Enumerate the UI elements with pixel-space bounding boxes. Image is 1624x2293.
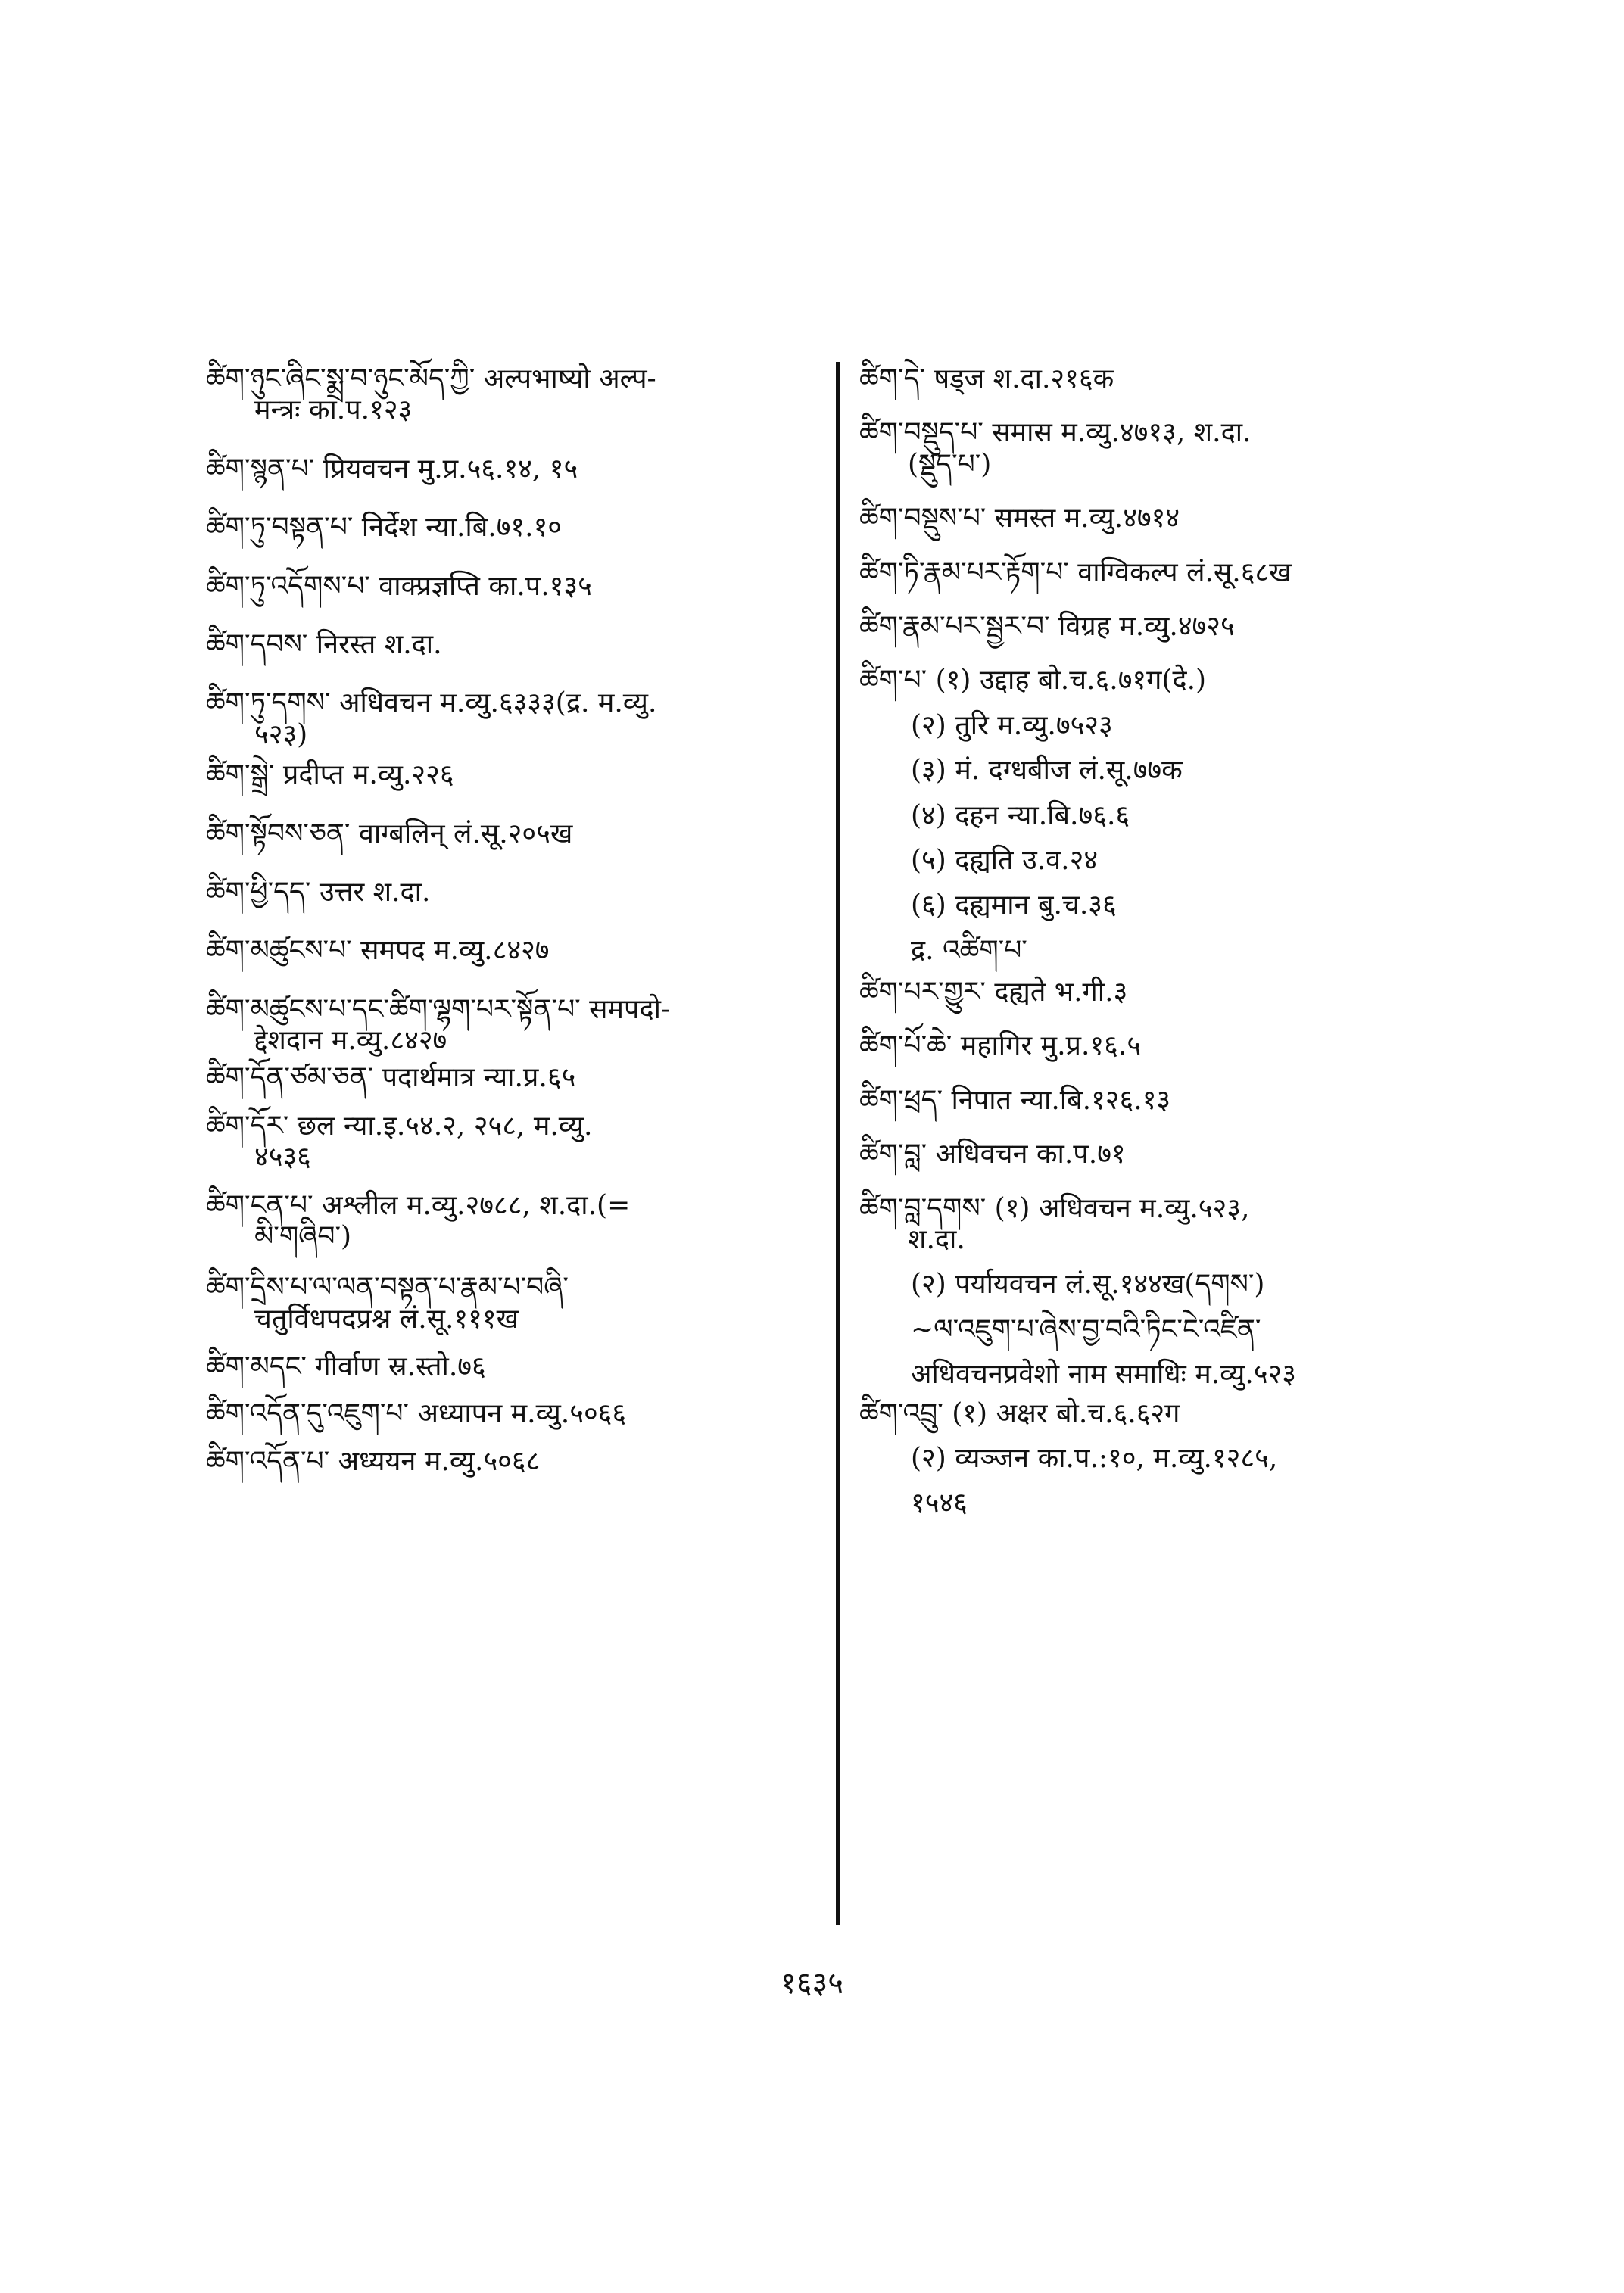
entry-headline: ཚིག་སྟོབས་ཅན་ वाग्बलिन् लं.सू.२०५ख bbox=[206, 818, 573, 849]
entry-headline: ཚིག་འདོན་དུ་འཇུག་པ་ अध्यापन म.व्यु.५०६६ bbox=[206, 1397, 627, 1429]
entry-headline: ཚིག་ཉུང་ཞིང་སྨྲ་བ་ཉུང་མོད་ཀྱི་ अल्पभाष्यो अल्प- bbox=[206, 363, 656, 394]
entry-headline: ཚིག་པ་ (१) उद्दाह बो.च.६.७१ग(दे.) bbox=[859, 665, 1207, 696]
dictionary-entry bbox=[206, 994, 812, 1057]
dictionary-entry bbox=[206, 759, 812, 790]
dictionary-entry bbox=[859, 665, 1465, 966]
entry-sense: (६) दह्यमान बु.च.३६ bbox=[911, 889, 1117, 921]
entry-sense: (२) तुरि म.व्यु.७५२३ bbox=[911, 709, 1113, 741]
entry-sense: अधिवचनप्रवेशो नाम समाधिः म.व्यु.५२३ bbox=[911, 1359, 1296, 1391]
dictionary-entry bbox=[206, 1398, 812, 1429]
entry-headline: ཚིག་འདོན་པ་ अध्ययन म.व्यु.५०६८ bbox=[206, 1445, 541, 1477]
entry-headline: ཚིག་ངན་པ་ अश्लील म.व्यु.२७८८, श.दा.(= bbox=[206, 1189, 631, 1221]
entry-headline: ཚིག་ཕྱི་དད་ उत्तर श.दा. bbox=[206, 876, 431, 908]
page-number: १६३५ bbox=[780, 1966, 844, 2001]
entry-continuation: མི་གཞིབ་) bbox=[254, 1221, 352, 1253]
entry-headline: ཚིག་རྣམ་པར་སྦྱར་བ་ विग्रह म.व्यु.४७२५ bbox=[859, 610, 1235, 642]
entry-continuation: (སྡུད་པ་) bbox=[908, 448, 992, 480]
dictionary-entry bbox=[206, 512, 812, 543]
dictionary-entry bbox=[859, 1193, 1465, 1391]
entry-headline: ཚིག་མཚུངས་པ་ समपद म.व्यु.८४२७ bbox=[206, 935, 550, 967]
dictionary-entry bbox=[206, 1272, 812, 1335]
entry-continuation: ५२३) bbox=[254, 718, 308, 750]
dictionary-entry bbox=[206, 363, 812, 426]
dictionary-entry bbox=[859, 1398, 1465, 1519]
entry-sense: (४) दहन न्या.बि.७६.६ bbox=[911, 799, 1130, 831]
dictionary-entry bbox=[206, 1446, 812, 1477]
left-column bbox=[206, 363, 812, 1477]
dictionary-entry bbox=[206, 877, 812, 908]
entry-continuation: चतुर्विधपदप्रश्न लं.सू.१११ख bbox=[254, 1303, 519, 1335]
entry-headline: ཚིག་ཕྲད་ निपात न्या.बि.१२६.१३ bbox=[859, 1084, 1171, 1116]
dictionary-entry bbox=[206, 453, 812, 484]
dictionary-entry bbox=[859, 977, 1465, 1008]
entry-headline: ཚིག་བསྡུད་པ་ समास म.व्यु.४७१३, श.दा. bbox=[859, 417, 1252, 449]
entry-continuation: ४५३६ bbox=[254, 1142, 311, 1173]
entry-headline: ཚིག་སྙན་པ་ प्रियवचन मु.प्र.५६.१४, १५ bbox=[206, 453, 578, 484]
entry-sense: १५४६ bbox=[911, 1488, 968, 1519]
entry-sense: (५) दह्यति उ.व.२४ bbox=[911, 844, 1099, 876]
entry-headline: ཚིག་པོ་ཆེ་ महागिर मु.प्र.१६.५ bbox=[859, 1030, 1142, 1062]
dictionary-entry bbox=[206, 629, 812, 660]
entry-headline: ཚིག་བསྡུས་པ་ समस्त म.व्यु.४७१४ bbox=[859, 503, 1180, 534]
entry-headline: ཚིག་བླ་དགས་ (१) अधिवचन म.व्यु.५२३, bbox=[859, 1192, 1250, 1224]
dictionary-entry bbox=[859, 557, 1465, 588]
entry-headline: ཚིག་མཚུངས་པ་དང་ཚིག་ལྷག་པར་སྟོན་པ་ समपदो- bbox=[206, 993, 671, 1025]
entry-headline: ཚིག་པར་གྱུར་ दह्यते भ.गी.३ bbox=[859, 977, 1128, 1008]
dictionary-entry bbox=[859, 1085, 1465, 1116]
dictionary-entry bbox=[206, 818, 812, 849]
dictionary-entry bbox=[859, 363, 1465, 394]
entry-headline: ཚིག་དེ་ षड्ज श.दा.२१६क bbox=[859, 363, 1114, 394]
entry-headline: ཚིག་སྒྲེ་ प्रदीप्त म.व्यु.२२६ bbox=[206, 759, 454, 791]
dictionary-entry bbox=[206, 935, 812, 966]
dictionary-entry bbox=[206, 1351, 812, 1382]
entry-sense: (२) व्यञ्जन का.प.:१०, म.व्यु.१२८५, bbox=[911, 1442, 1278, 1474]
dictionary-entry bbox=[859, 1030, 1465, 1061]
entry-sense: द्र. འཚིག་པ་ bbox=[911, 934, 1027, 966]
entry-headline: ཚིག་ཏི་རྣམ་པར་རྟོག་པ་ वाग्विकल्प लं.सू.६८ख bbox=[859, 556, 1292, 588]
dictionary-entry bbox=[206, 1111, 812, 1173]
entry-headline: ཚིག་ཏུ་བསྟན་པ་ निर्देश न्या.बि.७१.१० bbox=[206, 512, 563, 544]
right-column bbox=[859, 363, 1465, 1519]
entry-headline: ཚིག་འབྲུ་ (१) अक्षर बो.च.६.६२ग bbox=[859, 1397, 1180, 1429]
dictionary-entry bbox=[859, 1139, 1465, 1170]
dictionary-entry bbox=[206, 1190, 812, 1253]
entry-continuation: श.दा. bbox=[908, 1224, 965, 1256]
entry-headline: ཚིག་ཏུ་དགས་ अधिवचन म.व्यु.६३३३(द्र. म.व्यु. bbox=[206, 687, 657, 719]
entry-headline: ཚིག་ཏུ་འདོགས་པ་ वाक्प्रज्ञप्ति का.प.१३५ bbox=[206, 570, 592, 602]
entry-headline: ཚིག་བླ་ अधिवचन का.प.७१ bbox=[859, 1139, 1126, 1170]
dictionary-entry bbox=[206, 687, 812, 750]
dictionary-entry bbox=[859, 503, 1465, 534]
entry-sense: (३) मं. दग्धबीज लं.सू.७७क bbox=[911, 755, 1183, 787]
entry-headline: ཚིག་མདང་ गीर्वाण स्र.स्तो.७६ bbox=[206, 1351, 486, 1383]
entry-headline: ཚིག་དྲིས་པ་ལ་ལན་བསྟན་པ་རྣམ་པ་བཞི་ bbox=[206, 1272, 569, 1304]
dictionary-entry bbox=[859, 417, 1465, 480]
entry-headline: ཚིག་དོན་ཙམ་ཅན་ पदार्थमात्र न्या.प्र.६५ bbox=[206, 1062, 576, 1094]
column-divider bbox=[836, 362, 840, 1925]
entry-headline: ཚིག་དབས་ निरस्त श.दा. bbox=[206, 628, 442, 660]
entry-continuation: द्देशदान म.व्यु.८४२७ bbox=[254, 1025, 447, 1057]
entry-continuation: मन्त्रः का.प.१२३ bbox=[254, 394, 413, 426]
entry-sense: (२) पर्यायवचन लं.सू.१४४ख(དགས་) bbox=[911, 1269, 1265, 1301]
entry-headline: ཚིག་དོར་ छल न्या.इ.५४.२, २५८, म.व्यु. bbox=[206, 1110, 593, 1142]
dictionary-entry bbox=[206, 1062, 812, 1093]
entry-sense: ~ལ་འཇུག་པ་ཞེས་བྱ་བའི་ཏིང་ངེ་འཛིན་ bbox=[911, 1313, 1261, 1345]
dictionary-entry bbox=[859, 611, 1465, 642]
dictionary-entry bbox=[206, 571, 812, 602]
